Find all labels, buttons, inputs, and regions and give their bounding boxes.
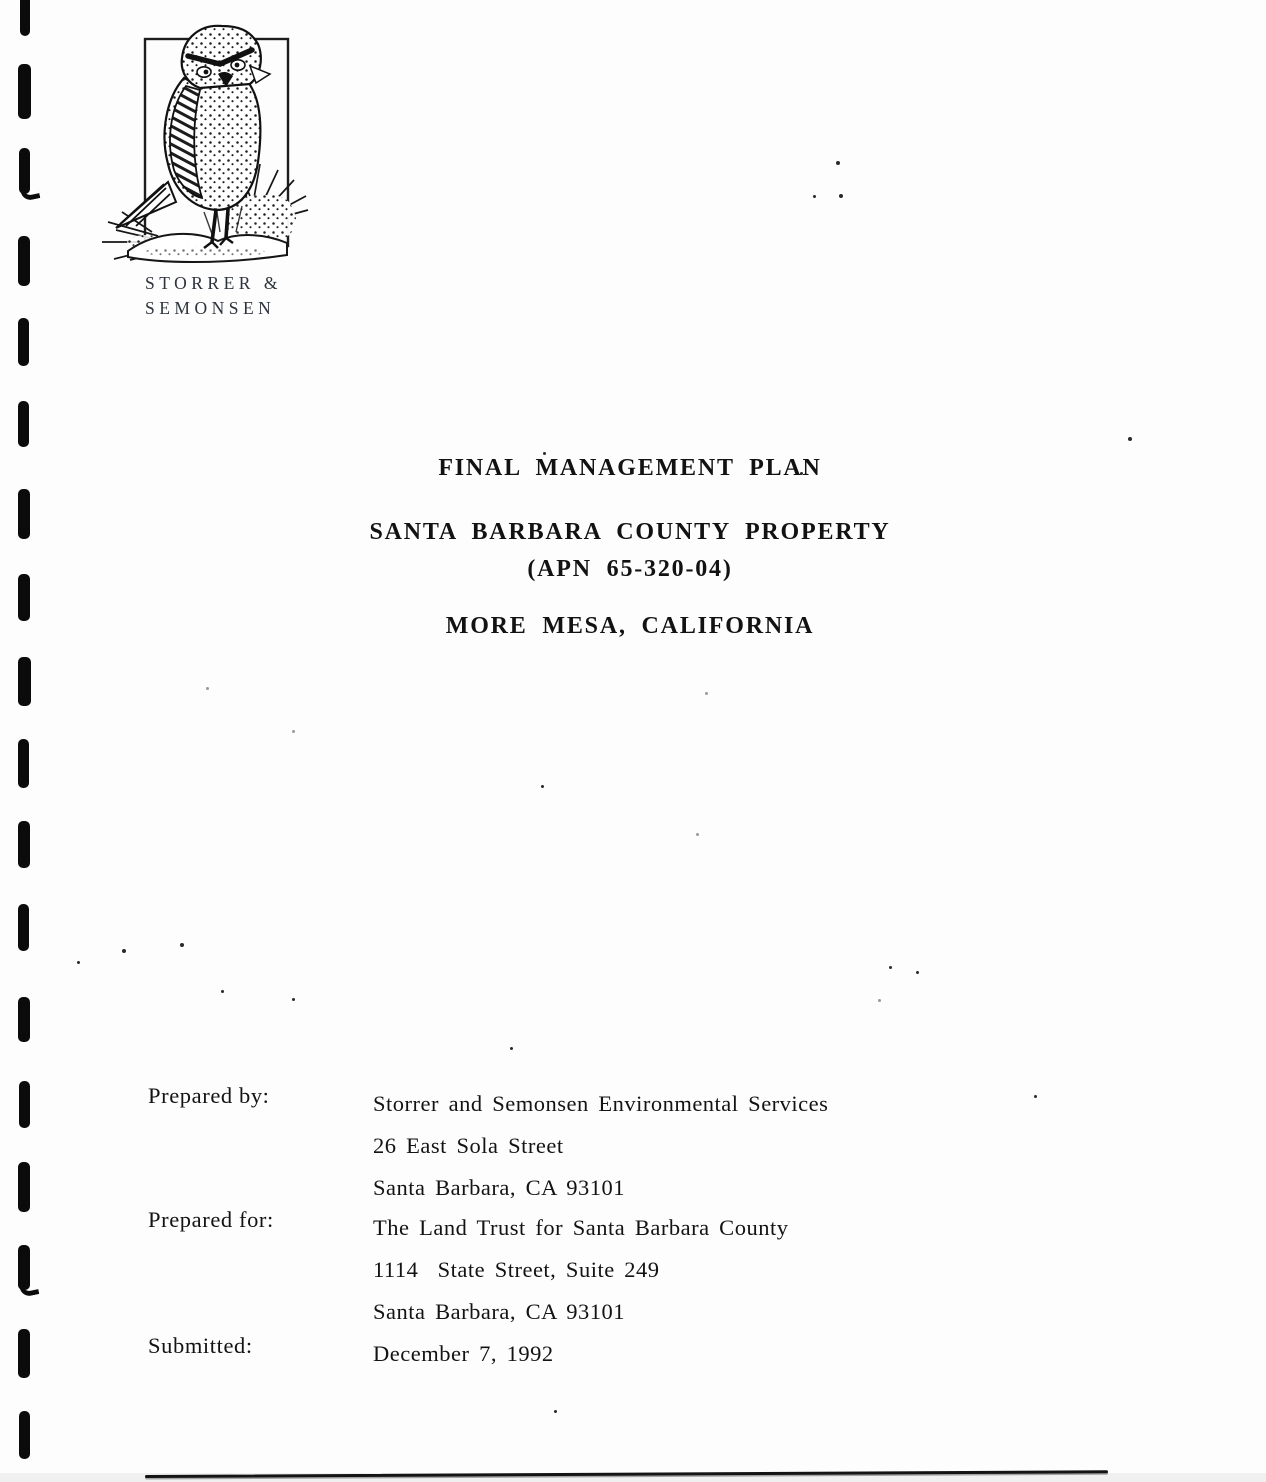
prepared-by-label: Prepared by:: [148, 1083, 270, 1108]
scan-speck: [916, 971, 919, 974]
scan-speck: [836, 161, 840, 165]
burrowing-owl-icon: [100, 14, 315, 264]
binding-mark: [18, 821, 30, 868]
scan-speck: [889, 966, 892, 969]
binding-mark: [18, 401, 29, 447]
binding-mark: [19, 148, 30, 194]
prepared-for-city: Santa Barbara, CA 93101: [373, 1299, 625, 1324]
binding-mark: [18, 1245, 30, 1290]
binding-mark: [18, 997, 30, 1042]
logo-wordmark: [145, 271, 282, 321]
scan-speck: [77, 961, 80, 964]
submitted-date: December 7, 1992: [373, 1341, 554, 1366]
document-subtitle-apn: (APN 65-320-04): [527, 556, 733, 582]
prepared-for-label: Prepared for:: [148, 1207, 274, 1232]
scan-speck: [510, 1047, 513, 1050]
submitted-value: [373, 1333, 554, 1375]
scan-speck: [541, 785, 544, 788]
scan-speck: [813, 195, 816, 198]
binding-mark: [18, 1162, 30, 1212]
prepared-by-value: [373, 1083, 828, 1209]
prepared-for-value: [373, 1207, 788, 1333]
prepared-by-org: Storrer and Semonsen Environmental Services: [373, 1091, 829, 1116]
document-subtitle-property: SANTA BARBARA COUNTY PROPERTY: [369, 519, 891, 545]
submitted-label: Submitted:: [148, 1333, 253, 1358]
scan-speck: [839, 194, 843, 198]
binding-mark: [18, 318, 29, 366]
scan-speck: [206, 687, 209, 690]
scan-speck: [554, 1410, 557, 1413]
scan-speck: [696, 833, 699, 836]
scan-speck: [1034, 1095, 1037, 1098]
binding-mark: [18, 657, 31, 706]
binding-mark: [19, 1081, 30, 1128]
document-title: FINAL MANAGEMENT PLAN: [438, 455, 822, 481]
prepared-for-street: 1114 State Street, Suite 249: [373, 1257, 660, 1282]
binding-mark: [18, 236, 30, 286]
document-subtitle-location: MORE MESA, CALIFORNIA: [445, 613, 815, 639]
scan-speck: [1128, 437, 1132, 441]
scan-speck: [180, 943, 184, 947]
logo-firm-name-line1: STORRER &: [145, 273, 282, 293]
logo-firm-name-line2: SEMONSEN: [145, 298, 276, 318]
binding-mark: [18, 64, 31, 119]
binding-mark: [20, 0, 30, 36]
binding-mark: [18, 904, 29, 951]
scan-speck: [878, 999, 881, 1002]
prepared-by-street: 26 East Sola Street: [373, 1133, 564, 1158]
scan-speck: [221, 990, 224, 993]
binding-mark: [18, 739, 29, 788]
binding-mark: [18, 1329, 30, 1378]
scan-speck: [292, 730, 295, 733]
scan-speck: [122, 949, 126, 953]
binding-mark: [19, 1411, 30, 1459]
scan-speck: [292, 998, 295, 1001]
prepared-by-city: Santa Barbara, CA 93101: [373, 1175, 625, 1200]
prepared-for-org: The Land Trust for Santa Barbara County: [373, 1215, 789, 1240]
scan-speck: [705, 692, 708, 695]
